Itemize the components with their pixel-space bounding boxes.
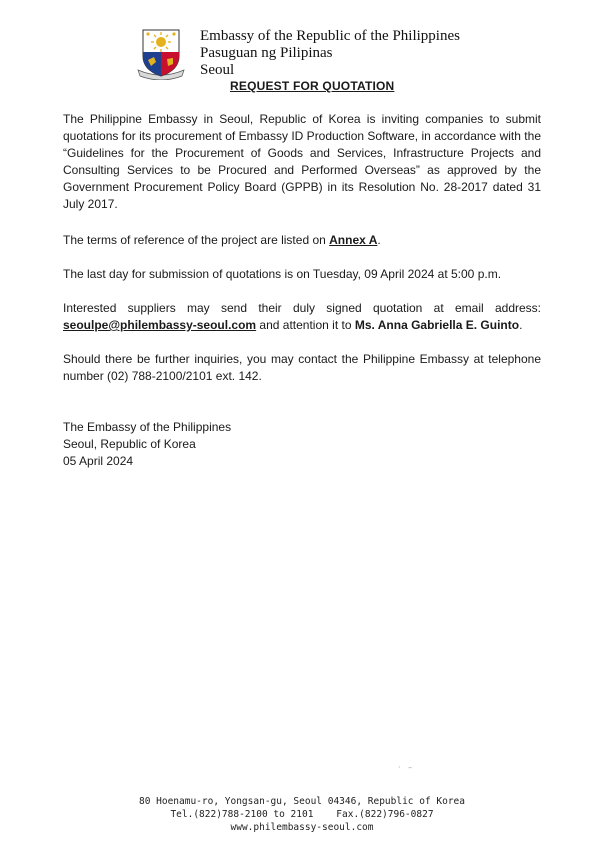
- signature-block: [63, 419, 541, 470]
- letter-body: [63, 111, 541, 470]
- embassy-name-filipino: Pasuguan ng Pilipinas: [200, 45, 333, 61]
- philippine-coat-of-arms-icon: [134, 26, 188, 80]
- suppliers-middle: and attention it to: [256, 318, 355, 332]
- inquiry-paragraph: Should there be further inquiries, you may contact the Philippine Embassy at telephone number (02) 788-2100/2101 ext. 142.: [63, 352, 541, 383]
- signature-line-1: The Embassy of the Philippines: [63, 420, 232, 434]
- embassy-name: Embassy of the Republic of the Philippines: [200, 28, 460, 44]
- footer-address: 80 Hoenamu-ro, Yongsan-gu, Seoul 04346, Republic of Korea: [138, 796, 465, 807]
- annex-reference: Annex A: [329, 233, 378, 247]
- signature-line-2: Seoul, Republic of Korea: [63, 437, 196, 451]
- scan-marks: · –: [398, 763, 413, 772]
- suppliers-suffix: .: [519, 318, 523, 332]
- intro-paragraph: The Philippine Embassy in Seoul, Republic of Korea is inviting companies to submit quotations for its procurement of Embassy ID Production Software, in accordance with the “Guidelines for the Procurement of Goods and Services, Infrastructure Projects and Consulting Services to be Procured and Performed Overseas” as approved by the Government Procurement Policy Board (GPPB) in its Resolution No. 28-2017 dated 31 July 2017.: [63, 112, 541, 211]
- document-title: REQUEST FOR QUOTATION: [230, 79, 395, 93]
- suppliers-text: Interested suppliers may send their duly signed quotation at email address:: [63, 301, 541, 315]
- contact-person: Ms. Anna Gabriella E. Guinto: [354, 318, 520, 332]
- suppliers-paragraph: [63, 300, 541, 334]
- terms-text: The terms of reference of the project are listed on: [63, 233, 330, 247]
- embassy-city: Seoul: [200, 62, 235, 78]
- signature-date: 05 April 2024: [63, 454, 134, 468]
- footer-website[interactable]: www.philembassy-seoul.com: [230, 822, 374, 833]
- email-link[interactable]: seoulpe@philembassy-seoul.com: [63, 318, 257, 332]
- letter-footer: [0, 795, 604, 834]
- footer-phone: Tel.(822)788-2100 to 2101 Fax.(822)796-0827: [170, 809, 434, 820]
- terms-suffix: .: [377, 233, 381, 247]
- terms-paragraph: [63, 232, 541, 249]
- deadline-paragraph: The last day for submission of quotations is on Tuesday, 09 April 2024 at 5:00 p.m.: [63, 267, 502, 281]
